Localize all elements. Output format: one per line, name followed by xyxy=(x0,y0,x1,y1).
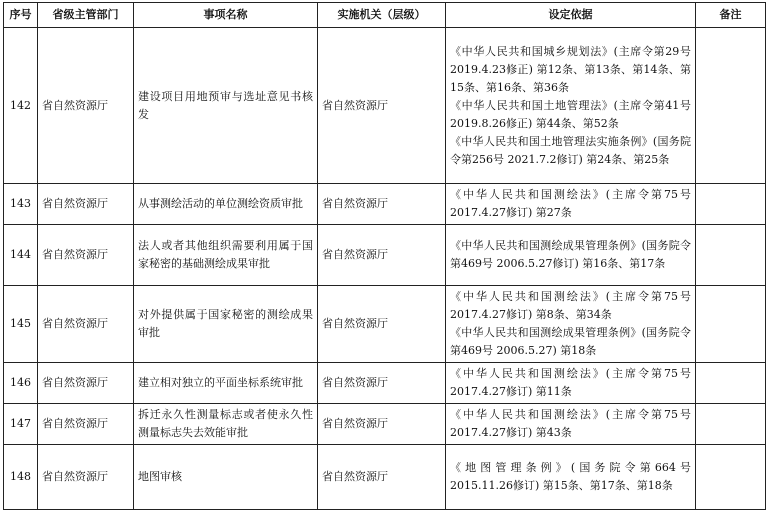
cell-note xyxy=(696,286,766,363)
cell-dept: 省自然资源厅 xyxy=(38,286,134,363)
cell-basis xyxy=(446,363,696,404)
table-row xyxy=(4,28,766,184)
basis-item: 《地图管理条例》(国务院令第664号 2015.11.26修订) 第15条、第17条、第18条 xyxy=(450,461,691,492)
cell-seq: 145 xyxy=(4,286,38,363)
header-basis: 设定依据 xyxy=(446,3,696,28)
cell-basis xyxy=(446,225,696,286)
basis-item: 《中华人民共和国测绘法》(主席令第75号 2017.4.27修订) 第27条 xyxy=(450,188,691,219)
cell-seq: 147 xyxy=(4,404,38,445)
cell-org: 省自然资源厅 xyxy=(318,445,446,510)
approval-items-table xyxy=(3,2,766,510)
table-header-row xyxy=(4,3,766,28)
cell-basis xyxy=(446,184,696,225)
header-org: 实施机关（层级） xyxy=(318,3,446,28)
cell-seq: 143 xyxy=(4,184,38,225)
cell-note xyxy=(696,404,766,445)
cell-seq: 148 xyxy=(4,445,38,510)
cell-dept: 省自然资源厅 xyxy=(38,363,134,404)
cell-dept: 省自然资源厅 xyxy=(38,225,134,286)
table-row xyxy=(4,184,766,225)
cell-name: 从事测绘活动的单位测绘资质审批 xyxy=(134,184,318,225)
basis-item: 《中华人民共和国土地管理法》(主席令第41号 2019.8.26修正) 第44条、第52条 xyxy=(450,98,691,130)
cell-seq: 144 xyxy=(4,225,38,286)
table-row xyxy=(4,404,766,445)
cell-dept: 省自然资源厅 xyxy=(38,28,134,184)
basis-item: 《中华人民共和国城乡规划法》(主席令第29号 2019.4.23修正) 第12条、第13条、第14条、第15条、第16条、第36条 xyxy=(450,44,691,94)
cell-name: 法人或者其他组织需要利用属于国家秘密的基础测绘成果审批 xyxy=(134,225,318,286)
cell-name: 建立相对独立的平面坐标系统审批 xyxy=(134,363,318,404)
basis-item: 《中华人民共和国测绘成果管理条例》(国务院令第469号 2006.5.27) 第18条 xyxy=(450,326,691,357)
basis-item: 《中华人民共和国土地管理法实施条例》(国务院令第256号 2021.7.2修订) 第24条、第25条 xyxy=(450,134,691,166)
basis-item: 《中华人民共和国测绘成果管理条例》(国务院令第469号 2006.5.27修订) 第16条、第17条 xyxy=(450,239,691,270)
table-row xyxy=(4,363,766,404)
cell-seq: 146 xyxy=(4,363,38,404)
cell-name: 拆迁永久性测量标志或者使永久性测量标志失去效能审批 xyxy=(134,404,318,445)
cell-basis xyxy=(446,445,696,510)
cell-note xyxy=(696,363,766,404)
cell-basis xyxy=(446,28,696,184)
header-dept: 省级主管部门 xyxy=(38,3,134,28)
cell-name: 建设项目用地预审与选址意见书核发 xyxy=(134,28,318,184)
table-row xyxy=(4,286,766,363)
table-row xyxy=(4,445,766,510)
basis-item: 《中华人民共和国测绘法》(主席令第75号 2017.4.27修订) 第43条 xyxy=(450,408,691,439)
header-note: 备注 xyxy=(696,3,766,28)
basis-item: 《中华人民共和国测绘法》(主席令第75号 2017.4.27修订) 第8条、第34条 xyxy=(450,290,691,321)
cell-dept: 省自然资源厅 xyxy=(38,404,134,445)
table-row xyxy=(4,225,766,286)
cell-basis xyxy=(446,286,696,363)
cell-org: 省自然资源厅 xyxy=(318,404,446,445)
cell-dept: 省自然资源厅 xyxy=(38,184,134,225)
cell-org: 省自然资源厅 xyxy=(318,28,446,184)
cell-org: 省自然资源厅 xyxy=(318,184,446,225)
cell-org: 省自然资源厅 xyxy=(318,225,446,286)
cell-note xyxy=(696,225,766,286)
header-name: 事项名称 xyxy=(134,3,318,28)
cell-org: 省自然资源厅 xyxy=(318,286,446,363)
cell-name: 地图审核 xyxy=(134,445,318,510)
cell-org: 省自然资源厅 xyxy=(318,363,446,404)
cell-note xyxy=(696,184,766,225)
header-seq: 序号 xyxy=(4,3,38,28)
basis-item: 《中华人民共和国测绘法》(主席令第75号 2017.4.27修订) 第11条 xyxy=(450,367,691,398)
cell-note xyxy=(696,445,766,510)
cell-basis xyxy=(446,404,696,445)
cell-seq: 142 xyxy=(4,28,38,184)
cell-name: 对外提供属于国家秘密的测绘成果审批 xyxy=(134,286,318,363)
cell-note xyxy=(696,28,766,184)
cell-dept: 省自然资源厅 xyxy=(38,445,134,510)
